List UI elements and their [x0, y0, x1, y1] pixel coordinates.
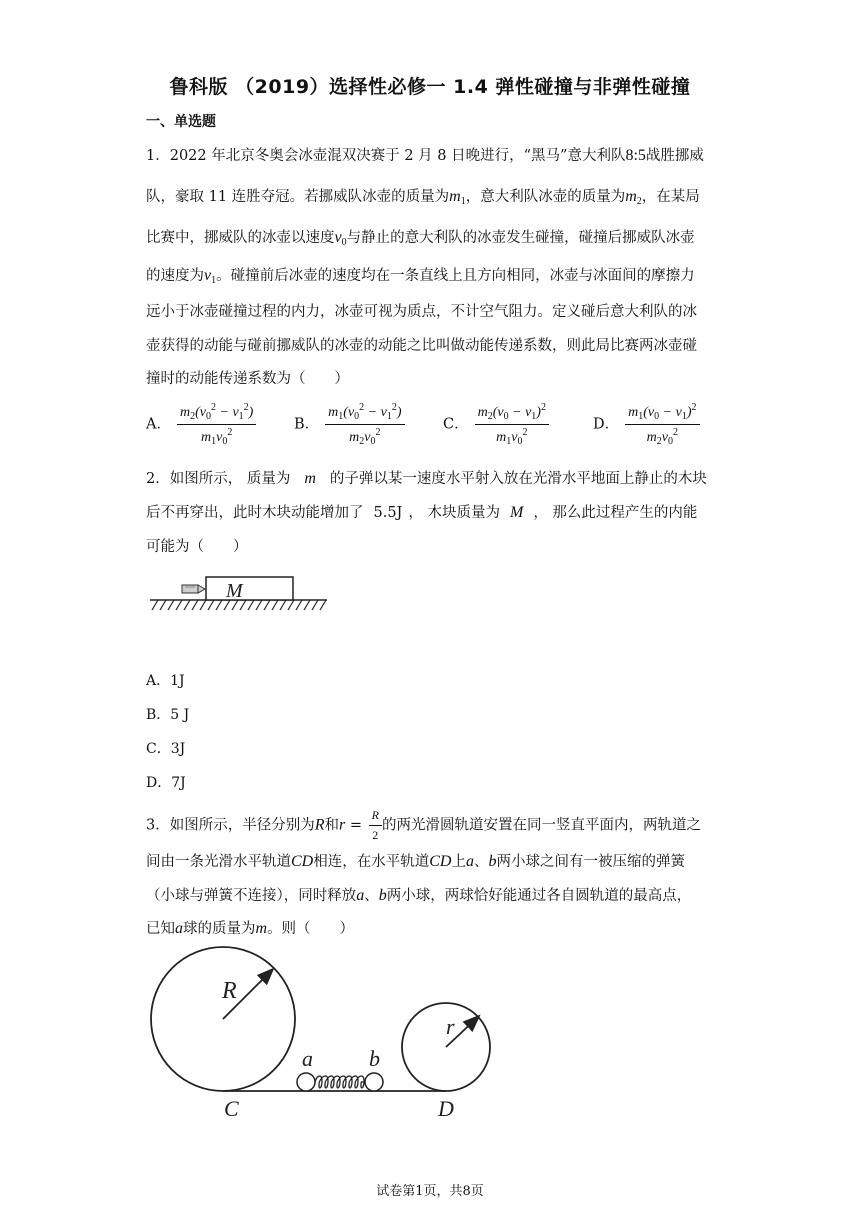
- q1-option-a[interactable]: A． $\frac{m_2(v_0^2 - v_1^2)}{m_1v_0^2}$: [146, 402, 256, 447]
- q1-option-d[interactable]: D． $\frac{m_1(v_0 - v_1)^2}{m_2v_0^2}$: [593, 402, 700, 447]
- q1-option-b[interactable]: B． $\frac{m_1(v_0^2 - v_1^2)}{m_2v_0^2}$: [294, 402, 405, 447]
- q3-line-1: 3．如图所示，半径分别为R和r = $\frac{R}{2}$ 的两光滑圆轨道安置在同一竖直平面内，两轨道之: [146, 808, 701, 842]
- formula-d: $\frac{m_1(v_0 - v_1)^2}{m_2v_0^2}$: [625, 402, 699, 447]
- block-label: M: [226, 580, 243, 602]
- compressed-spring: [315, 1076, 365, 1088]
- q2-option-a[interactable]: A．1J: [146, 673, 185, 689]
- q1-line-2: 队，豪取 11 连胜夺冠。若挪威队冰壶的质量为$m_1$，意大利队冰壶的质量为$m_2$，在某局: [146, 188, 700, 207]
- label-C: C: [224, 1096, 239, 1121]
- q2-line-2: 后不再穿出，此时木块动能增加了 5.5J ， 木块质量为 M ， 那么此过程产生的内能: [146, 504, 698, 521]
- q1-line-6: 壶获得的动能与碰前挪威队的冰壶的动能之比叫做动能传递系数，则此局比赛两冰壶碰: [146, 338, 697, 354]
- q2-line-3: 可能为（ ）: [146, 539, 248, 555]
- r-equals-half-R: $\frac{R}{2}$: [369, 808, 382, 843]
- label-a: a: [302, 1046, 313, 1071]
- q3-line-3: （小球与弹簧不连接），同时释放a、b两小球，两球恰好能通过各自圆轨道的最高点，: [146, 887, 692, 904]
- q1-line-1: 1．2022 年北京冬奥会冰壶混双决赛于 2 月 8 日晚进行，“黑马”意大利队8:5战胜挪威: [146, 147, 704, 164]
- page-footer: 试卷第1页，共8页: [376, 1184, 484, 1199]
- label-R: R: [222, 978, 237, 1004]
- q1-line-7: 撞时的动能传递系数为（ ）: [146, 371, 349, 387]
- q1-option-c[interactable]: C． $\frac{m_2(v_0 - v_1)^2}{m_1v_0^2}$: [443, 402, 549, 447]
- q3-line-2: 间由一条光滑水平轨道CD相连，在水平轨道CD上a、b两小球之间有一被压缩的弹簧: [146, 853, 685, 870]
- q2-line-1: 2．如图所示， 质量为 m 的子弹以某一速度水平射入放在光滑水平地面上静止的木块: [146, 470, 707, 487]
- q3-line-4: 已知a球的质量为m。则（ ）: [146, 920, 355, 937]
- label-r: r: [446, 1014, 455, 1039]
- q1-line-3: 比赛中，挪威队的冰壶以速度$v_0$与静止的意大利队的冰壶发生碰撞，碰撞后挪威队冰壶: [146, 229, 695, 248]
- section-heading: 一、单选题: [146, 114, 216, 130]
- formula-c: $\frac{m_2(v_0 - v_1)^2}{m_1v_0^2}$: [475, 402, 549, 447]
- q2-option-b[interactable]: B．5 J: [146, 707, 190, 723]
- q1-line-5: 远小于冰壶碰撞过程的内力，冰壶可视为质点，不计空气阻力。定义碰后意大利队的冰: [146, 304, 697, 320]
- ball-a: [297, 1073, 315, 1091]
- q2-option-d[interactable]: D．7J: [146, 775, 186, 791]
- q1-line-4: 的速度为$v_1$。碰撞前后冰壶的速度均在一条直线上且方向相同，冰壶与冰面间的摩擦力: [146, 267, 695, 286]
- label-D: D: [438, 1096, 454, 1121]
- formula-a: $\frac{m_2(v_0^2 - v_1^2)}{m_1v_0^2}$: [177, 402, 256, 447]
- page-title: 鲁科版 （2019）选择性必修一 1.4 弹性碰撞与非弹性碰撞: [169, 76, 691, 98]
- ball-b: [365, 1073, 383, 1091]
- formula-b: $\frac{m_1(v_0^2 - v_1^2)}{m_2v_0^2}$: [325, 402, 404, 447]
- q2-option-c[interactable]: C．3J: [146, 741, 186, 757]
- label-b: b: [369, 1046, 380, 1071]
